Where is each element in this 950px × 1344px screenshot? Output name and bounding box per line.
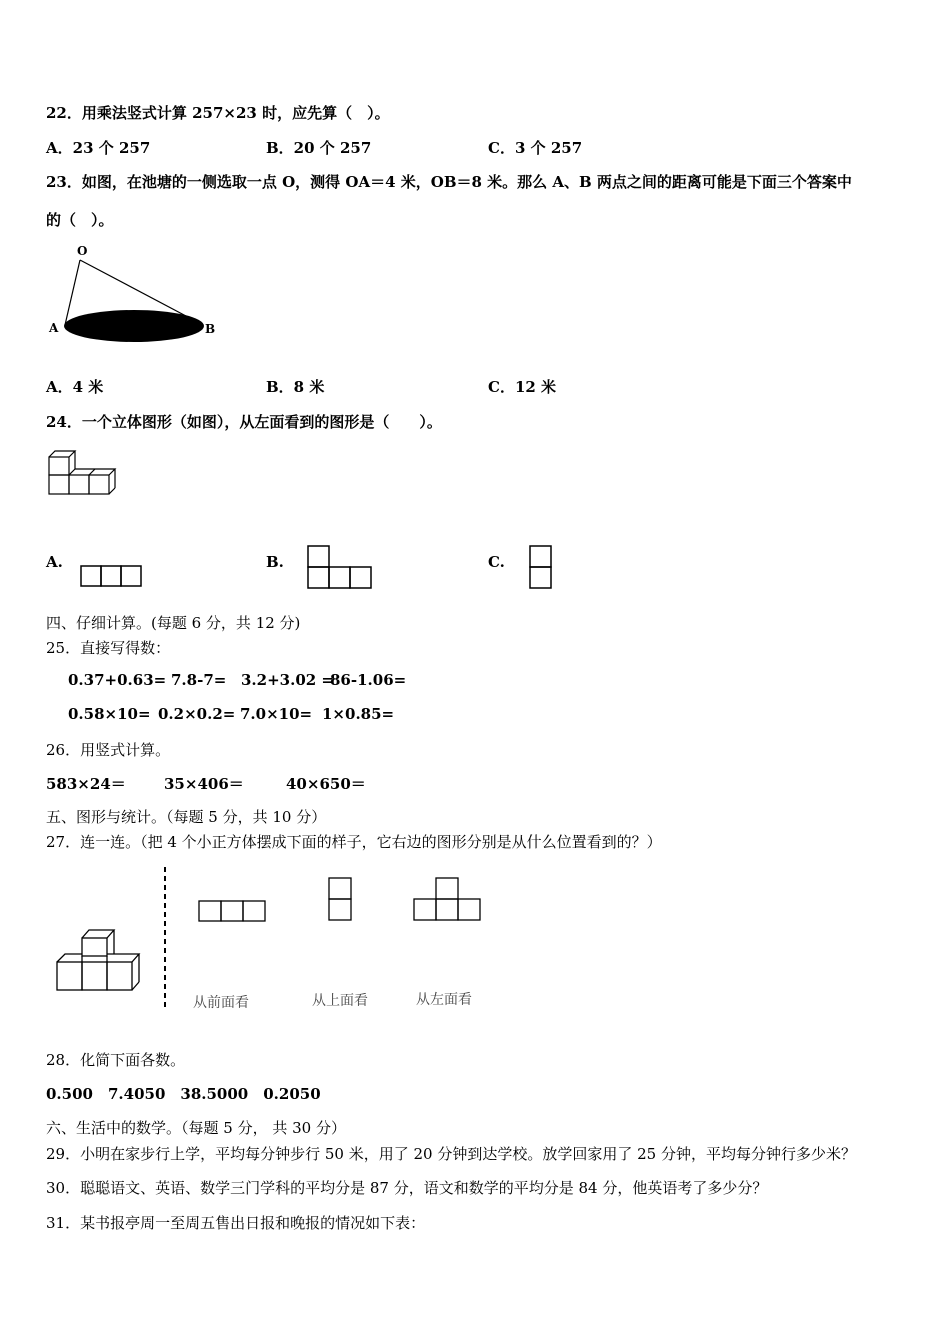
caption-front-view: 从前面看 <box>193 995 249 1011</box>
q29-stem: 29．小明在家步行上学，平均每分钟步行 50 米，用了 20 分钟到达学校。放学回家用了 25 分钟，平均每分钟行多少米？ <box>46 1145 856 1163</box>
q27-stem: 27．连一连。（把 4 个小正方体摆成下面的样子，它右边的图形分别是从什么位置看到的？） <box>46 833 662 851</box>
q23-option-c: C．12 米 <box>488 378 557 396</box>
q28-numbers: 0.500 7.4050 38.5000 0.2050 <box>46 1085 321 1103</box>
q26-item: 583×24＝ <box>46 775 126 793</box>
q26-item: 35×406＝ <box>164 775 244 793</box>
q28-stem: 28．化简下面各数。 <box>46 1051 186 1069</box>
solid-figure-cubes <box>46 448 121 498</box>
q23-option-a: A．4 米 <box>46 378 104 396</box>
caption-top-view: 从上面看 <box>312 993 368 1009</box>
caption-left-view: 从左面看 <box>416 992 472 1008</box>
q24-stem: 24．一个立体图形（如图），从左面看到的图形是（ ）。 <box>46 413 442 431</box>
q25-stem: 25．直接写得数： <box>46 639 171 657</box>
q25-item: 1×0.85= <box>322 705 395 723</box>
q24-option-c: C. <box>488 553 505 571</box>
q25-item: 3.2+3.02 = <box>241 671 334 689</box>
q25-item: 0.58×10= <box>68 705 151 723</box>
section-4-title: 四、仔细计算。(每题 6 分，共 12 分) <box>46 614 301 632</box>
section-5-title: 五、图形与统计。（每题 5 分，共 10 分） <box>46 808 327 826</box>
q22-option-a: A．23 个 257 <box>46 139 151 157</box>
point-o-label: O <box>77 244 88 258</box>
section-6-title: 六、生活中的数学。（每题 5 分， 共 30 分） <box>46 1119 346 1137</box>
q23-stem-line2: 的（ ）。 <box>46 211 114 229</box>
q26-item: 40×650＝ <box>286 775 366 793</box>
q31-stem: 31．某书报亭周一至周五售出日报和晚报的情况如下表： <box>46 1214 426 1232</box>
q25-item: 7.8-7= <box>171 671 227 689</box>
q25-item: 86-1.06= <box>330 671 407 689</box>
q26-stem: 26．用竖式计算。 <box>46 741 171 759</box>
q30-stem: 30．聪聪语文、英语、数学三门学科的平均分是 87 分，语文和数学的平均分是 84 分，他英语考了多少分？ <box>46 1179 768 1197</box>
q22-option-b: B．20 个 257 <box>266 139 372 157</box>
point-a-label: A <box>49 321 59 335</box>
option-a-three-squares <box>80 565 142 587</box>
pond-diagram <box>45 240 225 350</box>
point-b-label: B <box>205 322 216 336</box>
q25-item: 0.2×0.2= <box>158 705 236 723</box>
q25-item: 7.0×10= <box>240 705 313 723</box>
q25-item: 0.37+0.63= <box>68 671 167 689</box>
option-b-l-shape <box>307 545 373 589</box>
q24-option-a: A. <box>46 553 63 571</box>
q23-stem-line1: 23．如图，在池塘的一侧选取一点 O，测得 OA＝4 米，OB＝8 米。那么 A、B 两点之间的距离可能是下面三个答案中 <box>46 173 852 191</box>
stacked-cubes <box>57 930 139 990</box>
q22-option-c: C．3 个 257 <box>488 139 583 157</box>
q23-option-b: B．8 米 <box>266 378 325 396</box>
q24-option-b: B. <box>266 553 284 571</box>
option-c-two-squares <box>529 545 552 589</box>
q22-stem: 22．用乘法竖式计算 257×23 时，应先算（ ）。 <box>46 104 390 122</box>
